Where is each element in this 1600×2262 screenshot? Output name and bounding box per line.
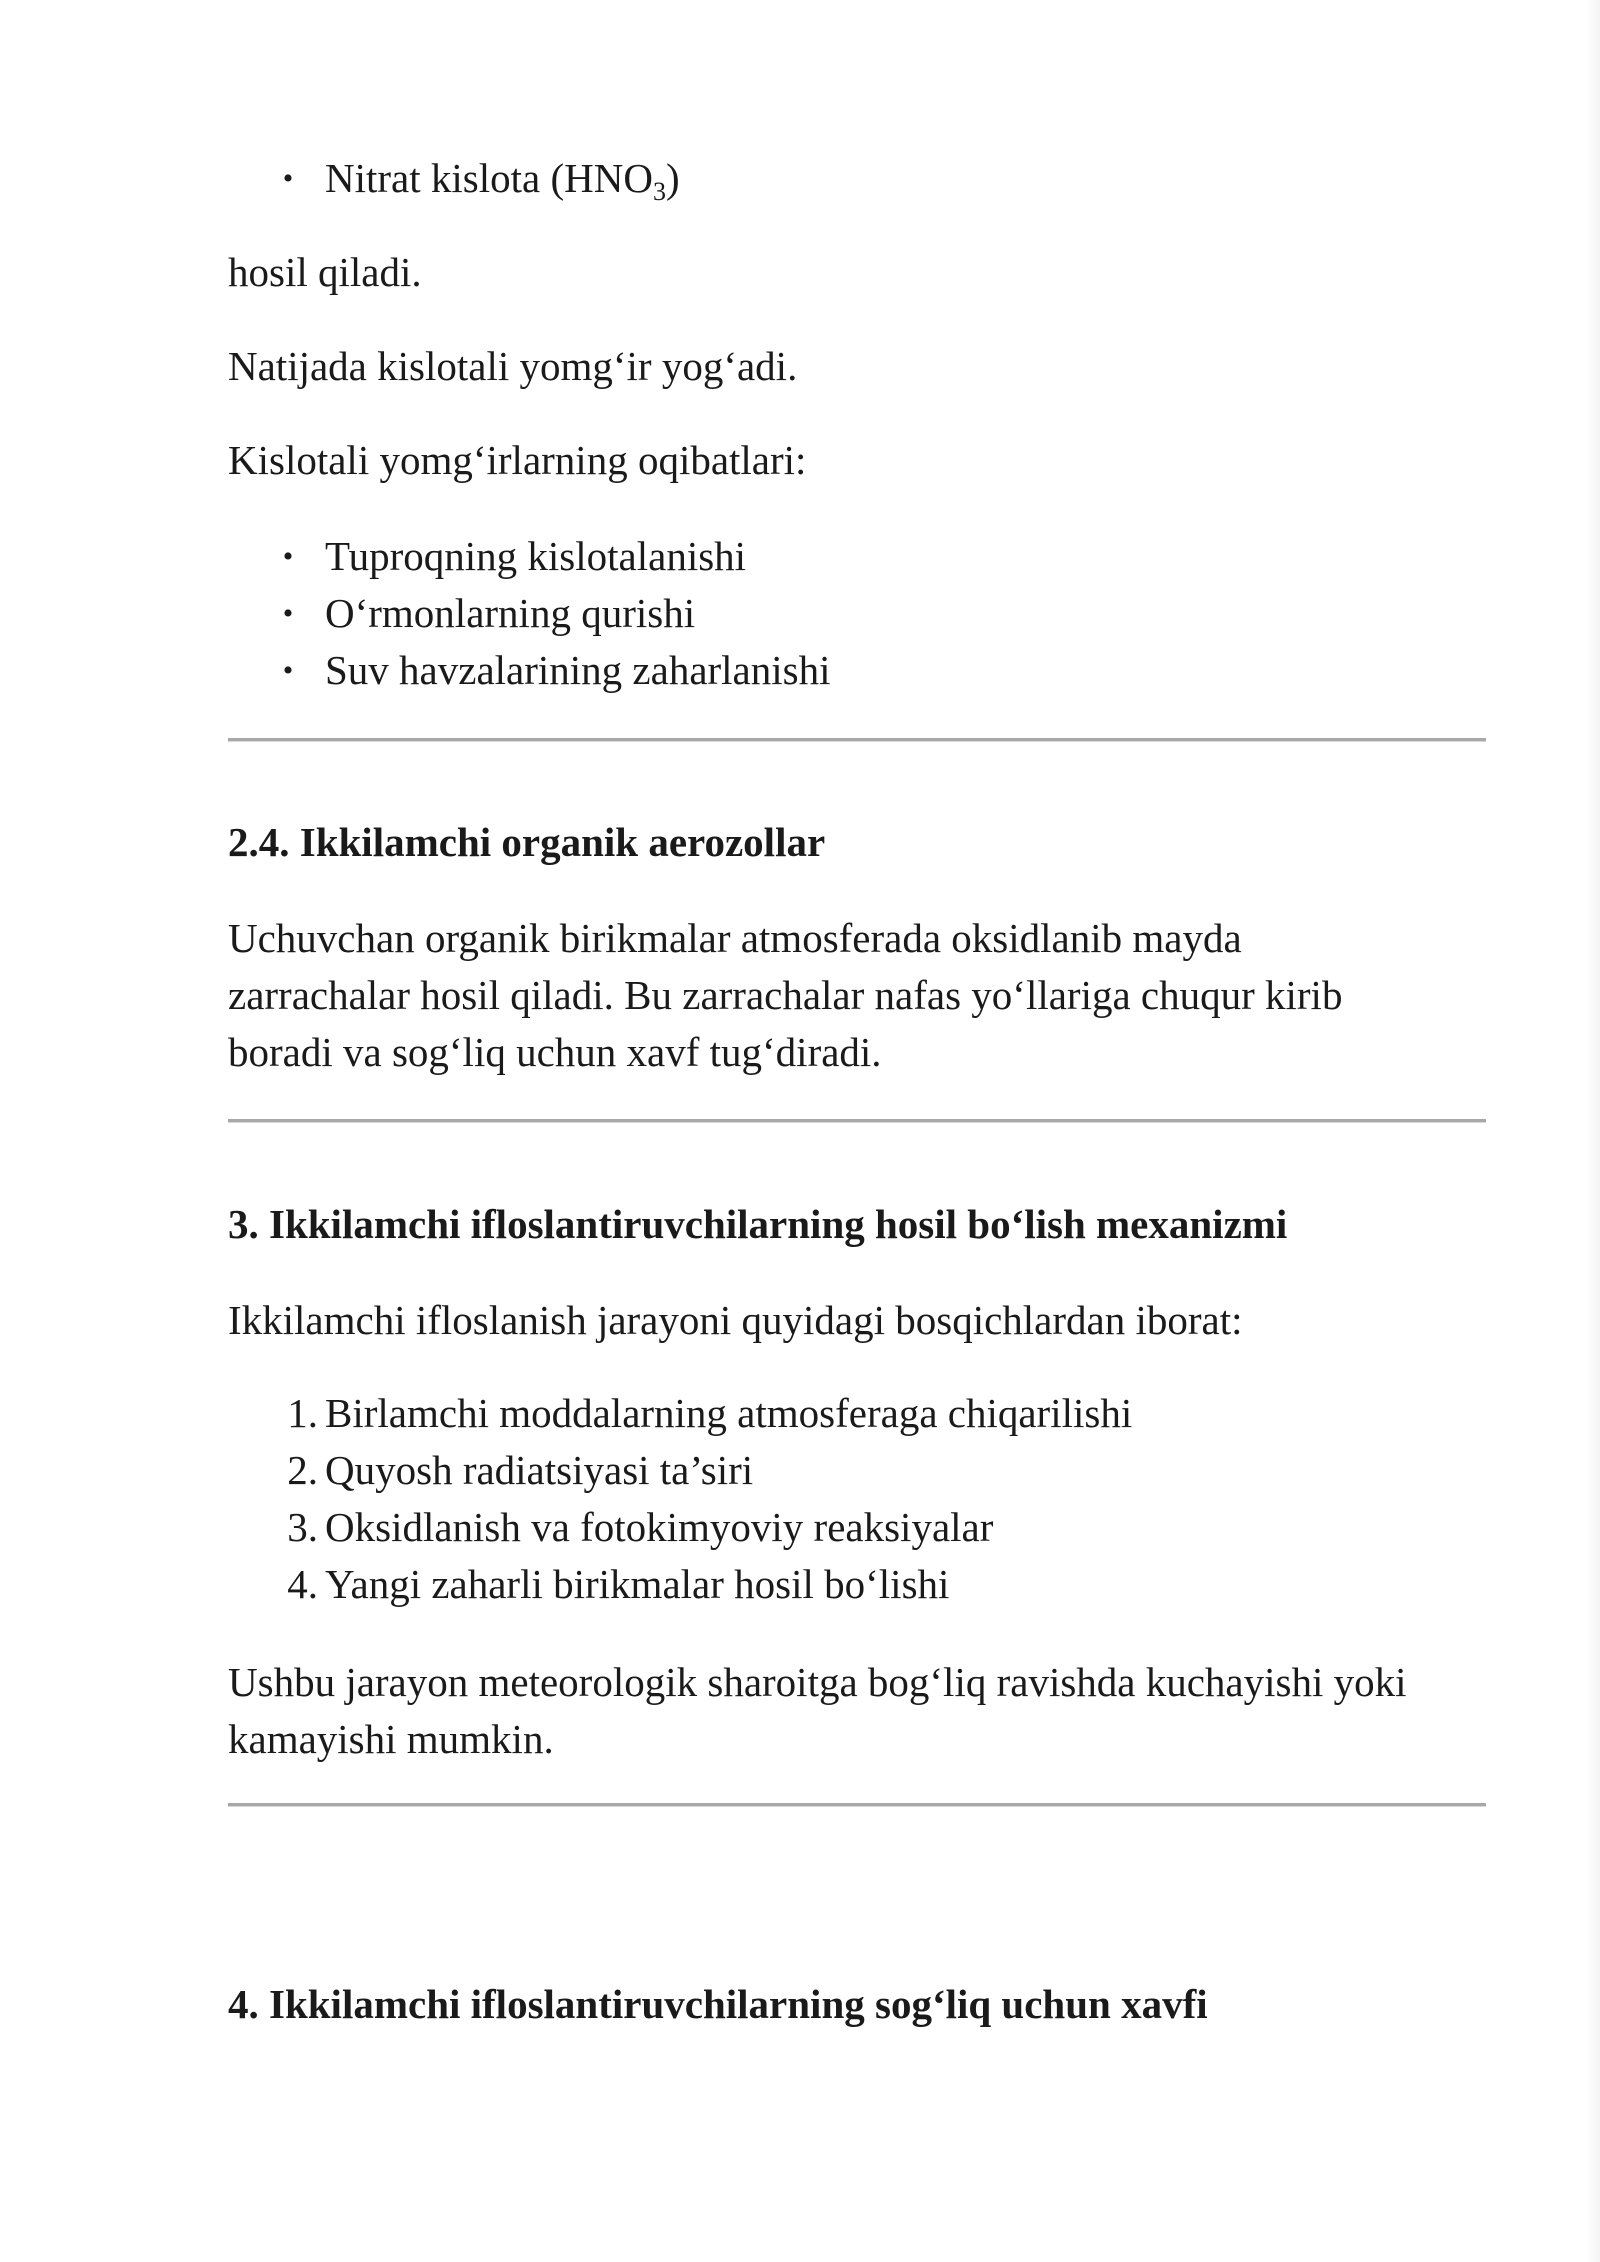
- list-number: 4.: [287, 1561, 318, 1607]
- section-4-heading: 4. Ikkilamchi ifloslantiruvchilarning sog‘liq uchun xavfi: [228, 1981, 1208, 2027]
- section-divider: [228, 1803, 1486, 1807]
- list-item: [228, 585, 831, 642]
- section-3-heading: 3. Ikkilamchi ifloslantiruvchilarning hosil bo‘lish mexanizmi: [228, 1201, 1288, 1247]
- list-item-text: Birlamchi moddalarning atmosferaga chiqarilishi: [325, 1390, 1133, 1436]
- bullet-icon: •: [282, 540, 294, 573]
- list-item: [228, 1442, 1132, 1499]
- list-item-close: ): [665, 155, 680, 201]
- list-item-text: Suv havzalarining zaharlanishi: [325, 647, 831, 693]
- list-number: 1.: [287, 1390, 318, 1436]
- result-paragraph: hosil qiladi.: [228, 249, 422, 295]
- list-item: [228, 528, 831, 585]
- section-divider: [228, 1119, 1486, 1123]
- list-item-nitric-acid: [228, 150, 680, 220]
- list-item-text: Oksidlanish va fotokimyoviy reaksiyalar: [325, 1504, 994, 1550]
- section-2-4-body: Uchuvchan organik birikmalar atmosferada oksidlanib mayda zarrachalar hosil qiladi. Bu zarrachalar nafas yo‘llariga chuqur kirib boradi va sog‘liq uchun xavf tug‘diradi.: [228, 915, 1343, 1075]
- list-item-text: Nitrat kislota (HNO: [325, 155, 653, 201]
- bullet-icon: •: [282, 597, 294, 630]
- effects-intro-paragraph: Kislotali yomg‘irlarning oqibatlari:: [228, 437, 807, 483]
- steps-list: [228, 1385, 1132, 1613]
- bullet-icon: •: [282, 654, 294, 687]
- section-3-intro: Ikkilamchi ifloslanish jarayoni quyidagi bosqichlardan iborat:: [228, 1297, 1243, 1343]
- list-item: [228, 1385, 1132, 1442]
- list-item: [228, 1499, 1132, 1556]
- list-item-text: O‘rmonlarning qurishi: [325, 590, 696, 636]
- list-item-text: Tuproqning kislotalanishi: [325, 533, 747, 579]
- effects-list: [228, 528, 831, 699]
- list-item-text: Yangi zaharli birikmalar hosil bo‘lishi: [325, 1561, 950, 1607]
- subscript: 3: [652, 177, 666, 206]
- list-number: 2.: [287, 1447, 318, 1493]
- list-item-text: Quyosh radiatsiyasi ta’siri: [325, 1447, 754, 1493]
- list-number: 3.: [287, 1504, 318, 1550]
- section-3-conclusion: Ushbu jarayon meteorologik sharoitga bog‘liq ravishda kuchayishi yoki kamayishi mumkin.: [228, 1659, 1407, 1762]
- consequence-paragraph: Natijada kislotali yomg‘ir yog‘adi.: [228, 343, 798, 389]
- bullet-icon: •: [282, 162, 294, 195]
- list-item: [228, 642, 831, 699]
- page-edge-shadow: [1586, 0, 1600, 2262]
- section-divider: [228, 738, 1486, 742]
- section-2-4-heading: 2.4. Ikkilamchi organik aerozollar: [228, 819, 826, 865]
- list-item: [228, 1556, 1132, 1613]
- acid-list: [228, 150, 680, 220]
